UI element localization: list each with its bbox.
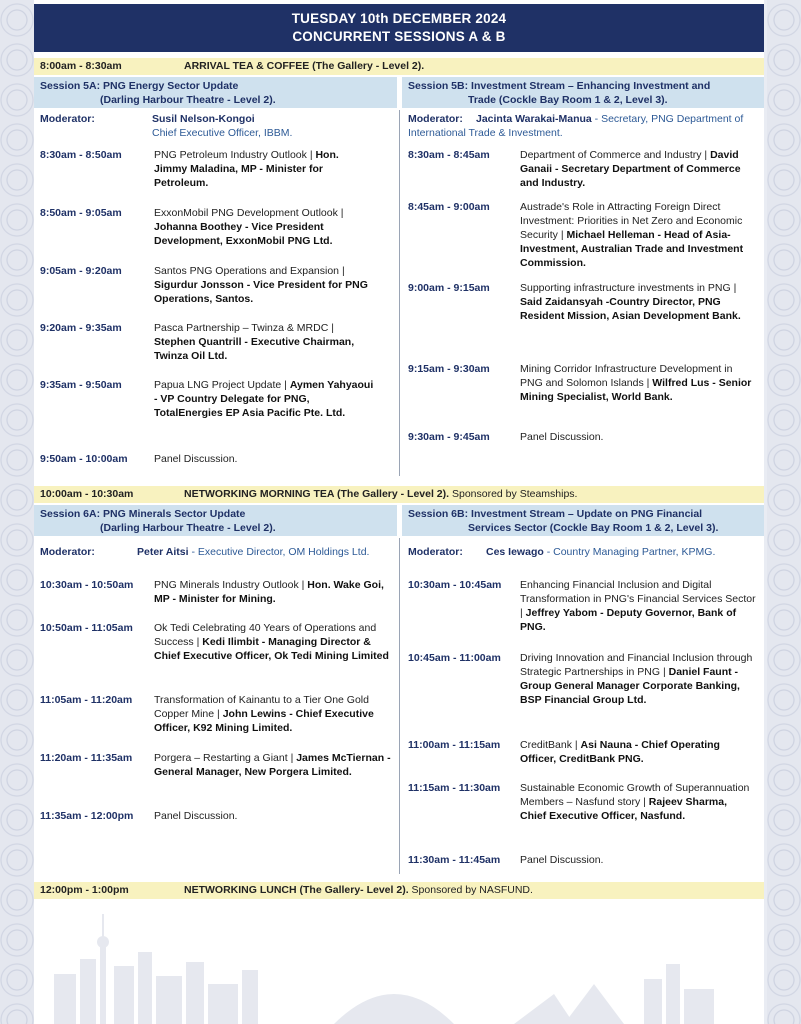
item-time: 10:45am - 11:00am xyxy=(408,652,501,664)
item-time: 10:50am - 11:05am xyxy=(40,622,133,634)
item-speaker: James McTiernan - General Manager, New Porgera Limited. xyxy=(154,752,391,778)
agenda-page xyxy=(34,0,764,1024)
item-time: 11:00am - 11:15am xyxy=(408,739,501,751)
moderator-role: Chief Executive Officer, IBBM. xyxy=(152,127,293,139)
item-desc xyxy=(154,751,392,779)
right-decorative-border xyxy=(767,0,801,1024)
item-speaker: Johanna Boothey - Vice President Development, ExxonMobil PNG Ltd. xyxy=(154,221,333,247)
item-desc xyxy=(520,148,756,190)
item-topic: ExxonMobil PNG Development Outlook | xyxy=(154,207,344,219)
item-time: 11:35am - 12:00pm xyxy=(40,810,134,822)
item-topic: Papua LNG Project Update | xyxy=(154,379,290,391)
session-5b-title: Session 5B: Investment Stream – Enhancing Investment and xyxy=(408,80,711,92)
arrival-title: ARRIVAL TEA & COFFEE (The Gallery - Level 2). xyxy=(184,60,425,72)
item-topic: Supporting infrastructure investments in PNG | xyxy=(520,282,737,294)
moderator-role: - Secretary, PNG Department of International Trade & Investment. xyxy=(408,113,744,139)
item-desc xyxy=(154,321,376,363)
item-desc xyxy=(154,206,376,248)
item-topic: PNG Minerals Industry Outlook | xyxy=(154,579,308,591)
item-topic: Porgera – Restarting a Giant | xyxy=(154,752,297,764)
item-time: 9:05am - 9:20am xyxy=(40,265,122,277)
morning-tea-time: 10:00am - 10:30am xyxy=(40,488,134,500)
item-time: 9:50am - 10:00am xyxy=(40,453,128,465)
item-speaker: John Lewins - Chief Executive Officer, K92 Mining Limited. xyxy=(154,708,374,734)
item-desc xyxy=(154,578,390,606)
item-speaker: Asi Nauna - Chief Operating Officer, CreditBank PNG. xyxy=(520,739,720,765)
arrival-time: 8:00am - 8:30am xyxy=(40,60,122,72)
column-divider-bottom xyxy=(399,538,400,874)
arrival-bar xyxy=(34,58,764,75)
left-decorative-border xyxy=(0,0,34,1024)
lunch-desc xyxy=(184,882,533,899)
item-desc xyxy=(520,781,756,823)
item-desc xyxy=(520,200,756,270)
item-speaker: Michael Helleman - Head of Asia-Investment, Australian Trade and Investment Commission. xyxy=(520,229,744,269)
session-6a-title: Session 6A: PNG Minerals Sector Update xyxy=(40,508,246,520)
item-topic: Sustainable Economic Growth of Superannuation Members – Nasfund story | xyxy=(520,782,750,808)
item-topic: CreditBank | xyxy=(520,739,581,751)
item-speaker: Aymen Yahyaoui - VP Country Delegate for PNG, TotalEnergies EP Asia Pacific Pte. Ltd. xyxy=(154,379,374,419)
item-speaker: David Ganaii - Secretary Department of Commerce and Industry. xyxy=(520,149,741,189)
item-topic: Austrade's Role in Attracting Foreign Direct Investment: Priorities in Net Zero and Economic Security | xyxy=(520,201,743,241)
item-time: 10:30am - 10:50am xyxy=(40,579,134,591)
item-topic: Panel Discussion. xyxy=(154,453,238,465)
item-speaker: Wilfred Lus - Senior Mining Specialist, World Bank. xyxy=(520,377,752,403)
moderator-label: Moderator: xyxy=(408,546,463,558)
session-5b-venue: Trade (Cockle Bay Room 1 & 2, Level 3). xyxy=(468,94,668,106)
item-desc xyxy=(154,693,392,735)
item-topic: Pasca Partnership – Twinza & MRDC | xyxy=(154,322,334,334)
item-desc xyxy=(154,809,392,823)
item-topic: Ok Tedi Celebrating 40 Years of Operations and Success | xyxy=(154,622,377,648)
item-time: 9:35am - 9:50am xyxy=(40,379,122,391)
session-6a-venue: (Darling Harbour Theatre - Level 2). xyxy=(100,522,276,534)
session-6a-header xyxy=(34,505,397,536)
item-speaker: Hon. Jimmy Maladina, MP - Minister for Petroleum. xyxy=(154,149,339,189)
item-time: 11:05am - 11:20am xyxy=(40,694,133,706)
item-time: 11:20am - 11:35am xyxy=(40,752,133,764)
item-topic: Panel Discussion. xyxy=(520,431,604,443)
morning-tea-bar xyxy=(34,486,764,503)
moderator-name: Susil Nelson-Kongoi xyxy=(152,113,255,125)
item-speaker: Kedi Ilimbit - Managing Director & Chief Executive Officer, Ok Tedi Mining Limited xyxy=(154,636,389,662)
city-skyline-illustration xyxy=(34,904,764,1024)
item-time: 9:20am - 9:35am xyxy=(40,322,122,334)
moderator-name: Jacinta Warakai-Manua xyxy=(476,113,592,125)
morning-tea-title: NETWORKING MORNING TEA (The Gallery - Level 2). xyxy=(184,488,450,500)
moderator-label: Moderator: xyxy=(40,546,95,558)
moderator-role: - Country Managing Partner, KPMG. xyxy=(543,546,716,558)
session-6a-moderator xyxy=(40,545,398,559)
item-topic: PNG Petroleum Industry Outlook | xyxy=(154,149,316,161)
item-topic: Panel Discussion. xyxy=(154,810,238,822)
item-desc xyxy=(520,430,756,444)
item-desc xyxy=(154,378,376,420)
arrival-desc xyxy=(184,58,424,75)
session-5b-header xyxy=(402,77,764,108)
lunch-bar xyxy=(34,882,764,899)
session-5a-title: Session 5A: PNG Energy Sector Update xyxy=(40,80,239,92)
moderator-name: Ces Iewago xyxy=(486,546,544,558)
morning-tea-sponsor: Sponsored by Steamships. xyxy=(449,488,578,500)
item-speaker: Said Zaidansyah -Country Director, PNG Resident Mission, Asian Development Bank. xyxy=(520,296,741,322)
moderator-label: Moderator: xyxy=(40,113,95,125)
item-time: 9:30am - 9:45am xyxy=(408,431,490,443)
item-speaker: Stephen Quantrill - Executive Chairman, Twinza Oil Ltd. xyxy=(154,336,355,362)
item-time: 11:15am - 11:30am xyxy=(408,782,501,794)
session-5a-moderator xyxy=(40,112,390,140)
session-6b-title: Session 6B: Investment Stream – Update on PNG Financial xyxy=(408,508,703,520)
lunch-sponsor: Sponsored by NASFUND. xyxy=(408,884,533,896)
session-6b-moderator xyxy=(408,545,762,559)
item-time: 8:45am - 9:00am xyxy=(408,201,490,213)
item-topic: Driving Innovation and Financial Inclusion through Strategic Partnerships in PNG | xyxy=(520,652,753,678)
item-desc xyxy=(520,738,756,766)
item-topic: Enhancing Financial Inclusion and Digital Transformation in PNG's Financial Services Sector | xyxy=(520,579,756,619)
session-5a-header xyxy=(34,77,397,108)
item-time: 8:30am - 8:50am xyxy=(40,149,122,161)
item-desc xyxy=(154,264,376,306)
moderator-role: - Executive Director, OM Holdings Ltd. xyxy=(188,546,370,558)
item-desc xyxy=(154,148,374,190)
item-desc xyxy=(520,281,756,323)
item-time: 8:50am - 9:05am xyxy=(40,207,122,219)
header-subtitle: CONCURRENT SESSIONS A & B xyxy=(292,29,506,44)
item-desc xyxy=(520,853,756,867)
item-speaker: Daniel Faunt - Group General Manager Corporate Banking, BSP Financial Group Ltd. xyxy=(520,666,740,706)
page-header xyxy=(34,4,764,52)
moderator-label: Moderator: xyxy=(408,113,463,125)
moderator-name: Peter Aitsi xyxy=(137,546,189,558)
item-speaker: Hon. Wake Goi, MP - Minister for Mining. xyxy=(154,579,384,605)
item-time: 9:15am - 9:30am xyxy=(408,363,490,375)
item-desc xyxy=(154,621,392,663)
item-time: 9:00am - 9:15am xyxy=(408,282,490,294)
item-topic: Department of Commerce and Industry | xyxy=(520,149,711,161)
item-desc xyxy=(520,578,756,634)
item-desc xyxy=(520,651,756,707)
item-desc xyxy=(154,452,376,466)
session-5a-venue: (Darling Harbour Theatre - Level 2). xyxy=(100,94,276,106)
session-6b-venue: Services Sector (Cockle Bay Room 1 & 2, Level 3). xyxy=(468,522,719,534)
item-desc xyxy=(520,362,756,404)
item-time: 8:30am - 8:45am xyxy=(408,149,490,161)
session-5b-moderator xyxy=(408,112,760,140)
lunch-title: NETWORKING LUNCH (The Gallery- Level 2). xyxy=(184,884,409,896)
column-divider-top xyxy=(399,110,400,476)
item-topic: Transformation of Kainantu to a Tier One Gold Copper Mine | xyxy=(154,694,369,720)
lunch-time: 12:00pm - 1:00pm xyxy=(40,884,129,896)
item-speaker: Rajeev Sharma, Chief Executive Officer, Nasfund. xyxy=(520,796,727,822)
item-speaker: Sigurdur Jonsson - Vice President for PNG Operations, Santos. xyxy=(154,279,368,305)
item-speaker: Jeffrey Yabom - Deputy Governor, Bank of PNG. xyxy=(520,607,737,633)
morning-tea-desc xyxy=(184,486,577,503)
item-topic: Santos PNG Operations and Expansion | xyxy=(154,265,345,277)
item-time: 11:30am - 11:45am xyxy=(408,854,501,866)
item-topic: Mining Corridor Infrastructure Development in PNG and Solomon Islands | xyxy=(520,363,733,389)
header-date: TUESDAY 10th DECEMBER 2024 xyxy=(291,11,507,26)
item-time: 10:30am - 10:45am xyxy=(408,579,502,591)
item-topic: Panel Discussion. xyxy=(520,854,604,866)
session-6b-header xyxy=(402,505,764,536)
